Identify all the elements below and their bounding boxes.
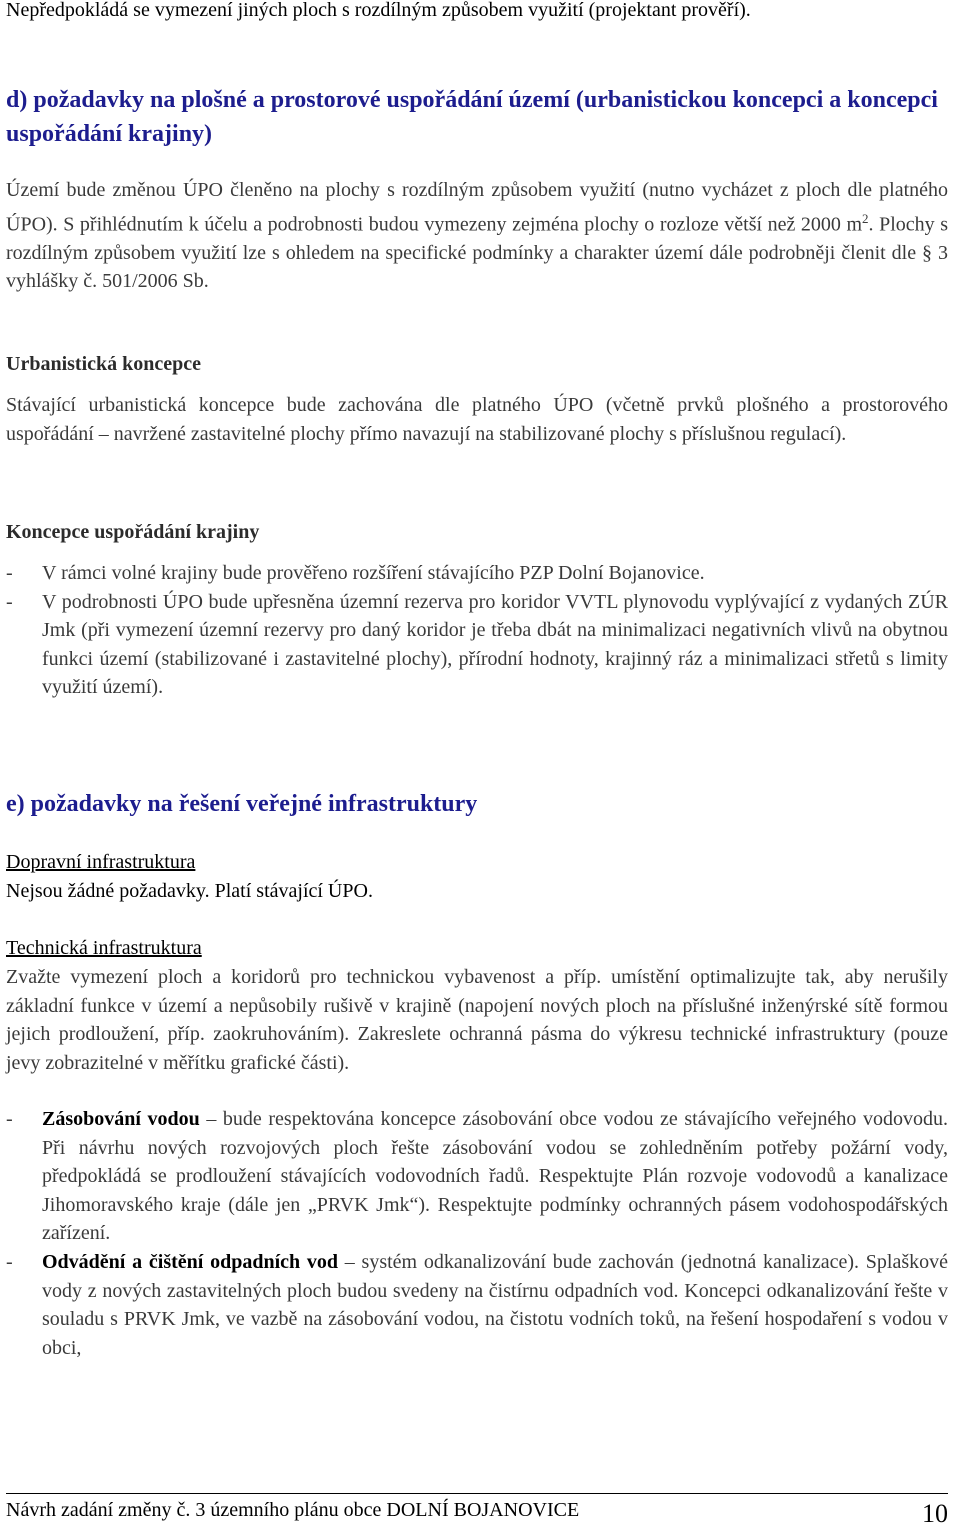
water-supply-text: – bude respektována koncepce zásobování obce vodou ze stávajícího veřejného vodovodu. Při návrhu nových rozvojových ploch řešte zásobování vodou se zohledněním potřeby požární vody, předpokládá se prodloužení stávajících vodovodních řadů. Respektujte Plán rozvoje vodovodů a kanalizace Jihomoravského kraje (dále jen „PRVK Jmk“). Respektujte podmínky ochranných pásem vodohospodářských zařízení.	[42, 1108, 949, 1245]
list-item-water	[6, 1105, 948, 1248]
water-supply-label: Zásobování vodou	[42, 1108, 200, 1130]
list-item-text: V rámci volné krajiny bude prověřeno rozšíření stávajícího PZP Dolní Bojanovice.	[42, 562, 705, 584]
paragraph-part-b: . Plochy s rozdílným způsobem využití lze s ohledem na specifické podmínky a charakter území dále podrobněji členit dle § 3 vyhlášky č. 501/2006 Sb.	[6, 213, 948, 293]
page-number: 10	[922, 1499, 948, 1528]
transport-text: Nejsou žádné požadavky. Platí stávající ÚPO.	[6, 880, 373, 902]
dash-marker: -	[6, 1250, 13, 1273]
section-d-paragraph	[6, 176, 948, 296]
paragraph-part-a: Území bude změnou ÚPO členěno na plochy s rozdílným způsobem využití (nutno vycházet z ploch dle platného ÚPO). S přihlédnutím k účelu a podrobnosti budou vymezeny zejména plochy o rozloze větší než 2000 m	[6, 179, 948, 236]
section-d-heading: d) požadavky na plošné a prostorové uspořádání území (urbanistickou koncepci a koncepci uspořádání krajiny)	[6, 87, 938, 147]
superscript: 2	[862, 210, 869, 226]
footer-title: Návrh zadání změny č. 3 územního plánu obce DOLNÍ BOJANOVICE	[6, 1499, 580, 1521]
list-item	[6, 588, 948, 702]
list-item	[6, 559, 948, 588]
sewer-text: – systém odkanalizování bude zachován (jednotná kanalizace). Splaškové vody z nových zastavitelných ploch budou svedeny na čistírnu odpadních vod. Koncepci odkanalizování řešte v souladu s PRVK Jmk, ve vazbě na zásobování vodou, na čistotu vodních toků, na řešení hospodaření s vodou v obci,	[42, 1250, 948, 1359]
urban-concept-text: Stávající urbanistická koncepce bude zachována dle platného ÚPO (včetně prvků plošného a prostorového uspořádání – navržené zastavitelné plochy přímo navazují na stabilizované plochy s příslušnou regulací).	[6, 394, 948, 445]
landscape-list	[6, 559, 948, 702]
technical-title: Technická infrastruktura	[6, 937, 202, 959]
urban-concept-title: Urbanistická koncepce	[6, 353, 201, 375]
dash-marker: -	[6, 590, 13, 613]
section-e-heading: e) požadavky na řešení veřejné infrastruktury	[6, 791, 478, 817]
sewer-label: Odvádění a čištění odpadních vod	[42, 1250, 339, 1273]
list-item-text: V podrobnosti ÚPO bude upřesněna územní rezerva pro koridor VVTL plynovodu vyplývající z vydaných ZÚR Jmk (při vymezení územní rezervy pro daný koridor je třeba dbát na minimalizaci negativních vlivů na obytnou funkci území (stabilizované i zastavitelné plochy), přírodní hodnoty, krajinný ráz a minimalizaci střetů s limity využití území).	[42, 590, 948, 699]
page-footer	[6, 1493, 948, 1528]
top-line: Nepředpokládá se vymezení jiných ploch s rozdílným způsobem využití (projektant prověří).	[6, 0, 751, 21]
infrastructure-list	[6, 1105, 948, 1362]
transport-title: Dopravní infrastruktura	[6, 851, 196, 873]
list-item-sewer	[6, 1248, 948, 1362]
dash-marker: -	[6, 562, 13, 584]
dash-marker: -	[6, 1108, 13, 1130]
technical-text: Zvažte vymezení ploch a koridorů pro technickou vybavenost a příp. umístění optimalizujte tak, aby nerušily základní funkce v území a nepůsobily rušivě v krajině (napojení nových ploch na příslušné inženýrské sítě formou jejich prodloužení, příp. zaokruhováním). Zakreslete ochranná pásma do výkresu technické infrastruktury (pouze jevy zobrazitelné v měřítku grafické části).	[6, 966, 948, 1074]
landscape-concept-title: Koncepce uspořádání krajiny	[6, 521, 260, 543]
